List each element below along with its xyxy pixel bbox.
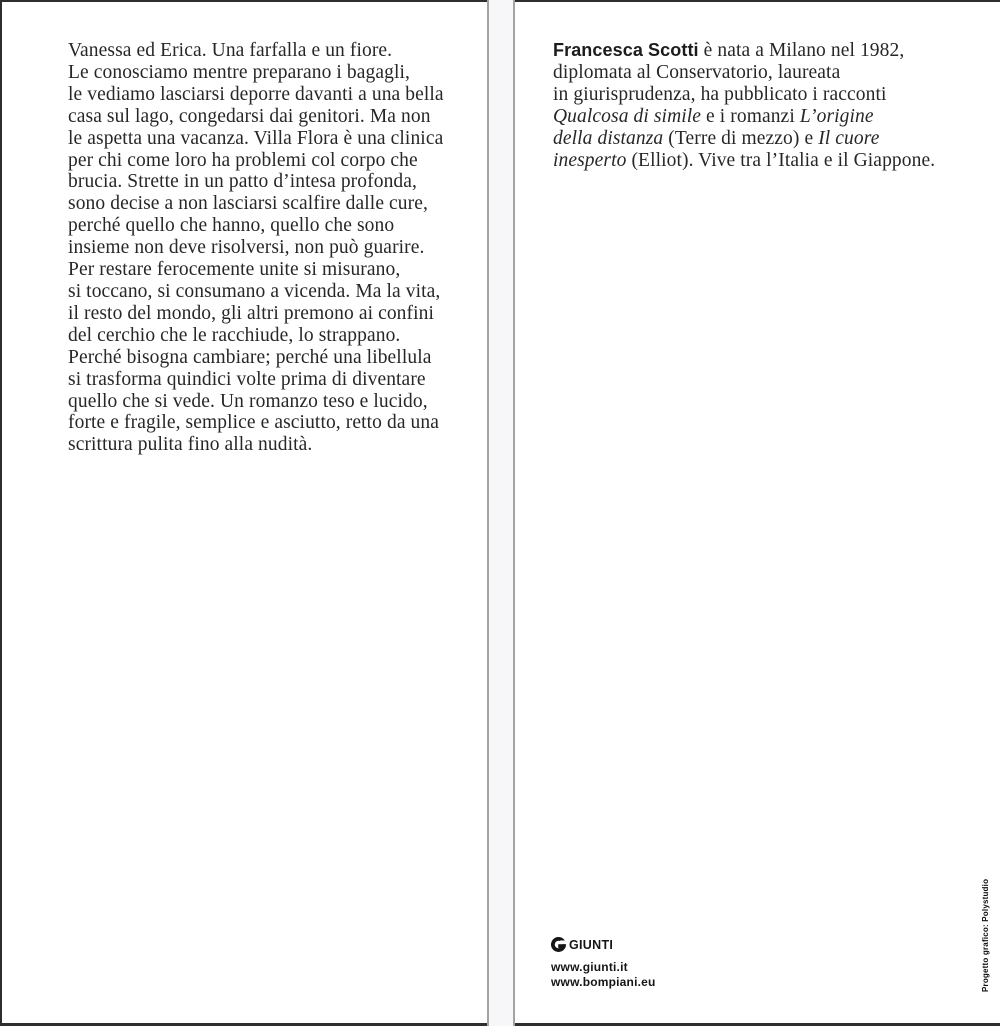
jacket-fold-gutter <box>487 0 515 1026</box>
text-line: insieme non deve risolversi, non può guarire. <box>68 237 425 259</box>
text-line: si toccano, si consumano a vicenda. Ma la vita, <box>68 280 441 302</box>
design-credit-vertical: Progetto grafico: Polystudio <box>981 878 990 992</box>
text-line: scrittura pulita fino alla nudità. <box>68 434 313 456</box>
text-line: diplomata al Conservatorio, laureata <box>553 61 841 83</box>
text-line: Vanessa ed Erica. Una farfalla e un fiore. <box>68 40 393 61</box>
text-line: Francesca Scotti è nata a Milano nel 1982, <box>553 40 905 61</box>
giunti-logo-text: GIUNTI <box>569 937 614 952</box>
bompiani-url: www.bompiani.eu <box>551 975 656 989</box>
text-line: forte e fragile, semplice e asciutto, retto da una <box>68 412 440 434</box>
text-line: sono decise a non lasciarsi scalfire dalle cure, <box>68 193 428 215</box>
giunti-g-icon <box>551 937 566 952</box>
book-blurb-text <box>68 40 476 456</box>
text-line: per chi come loro ha problemi col corpo che <box>68 149 418 171</box>
text-line: in giurisprudenza, ha pubblicato i racconti <box>553 83 887 105</box>
scan-edge-left <box>0 0 2 1026</box>
text-line: le vediamo lasciarsi deporre davanti a una bella <box>68 83 444 105</box>
text-line: inesperto (Elliot). Vive tra l’Italia e il Giappone. <box>553 149 936 171</box>
text-line: Le conosciamo mentre preparano i bagagli, <box>68 61 410 83</box>
author-bio-text <box>553 40 978 171</box>
text-line: Qualcosa di simile e i romanzi L’origine <box>553 105 874 127</box>
text-line: perché quello che hanno, quello che sono <box>68 215 395 237</box>
text-line: quello che si vede. Un romanzo teso e lucido, <box>68 390 428 412</box>
giunti-logo <box>551 937 656 952</box>
text-line: del cerchio che le racchiude, lo strappano. <box>68 324 401 346</box>
text-line: della distanza (Terre di mezzo) e Il cuore <box>553 127 880 149</box>
text-line: il resto del mondo, gli altri premono ai confini <box>68 302 435 324</box>
text-line: Per restare ferocemente unite si misurano, <box>68 259 401 281</box>
text-line: brucia. Strette in un patto d’intesa profonda, <box>68 171 418 193</box>
text-line: le aspetta una vacanza. Villa Flora è una clinica <box>68 127 444 149</box>
text-line: si trasforma quindici volte prima di diventare <box>68 368 426 390</box>
giunti-url: www.giunti.it <box>551 960 628 974</box>
text-line: casa sul lago, congedarsi dai genitori. Ma non <box>68 105 431 127</box>
text-line: Perché bisogna cambiare; perché una libellula <box>68 346 432 368</box>
publisher-block <box>551 937 656 990</box>
